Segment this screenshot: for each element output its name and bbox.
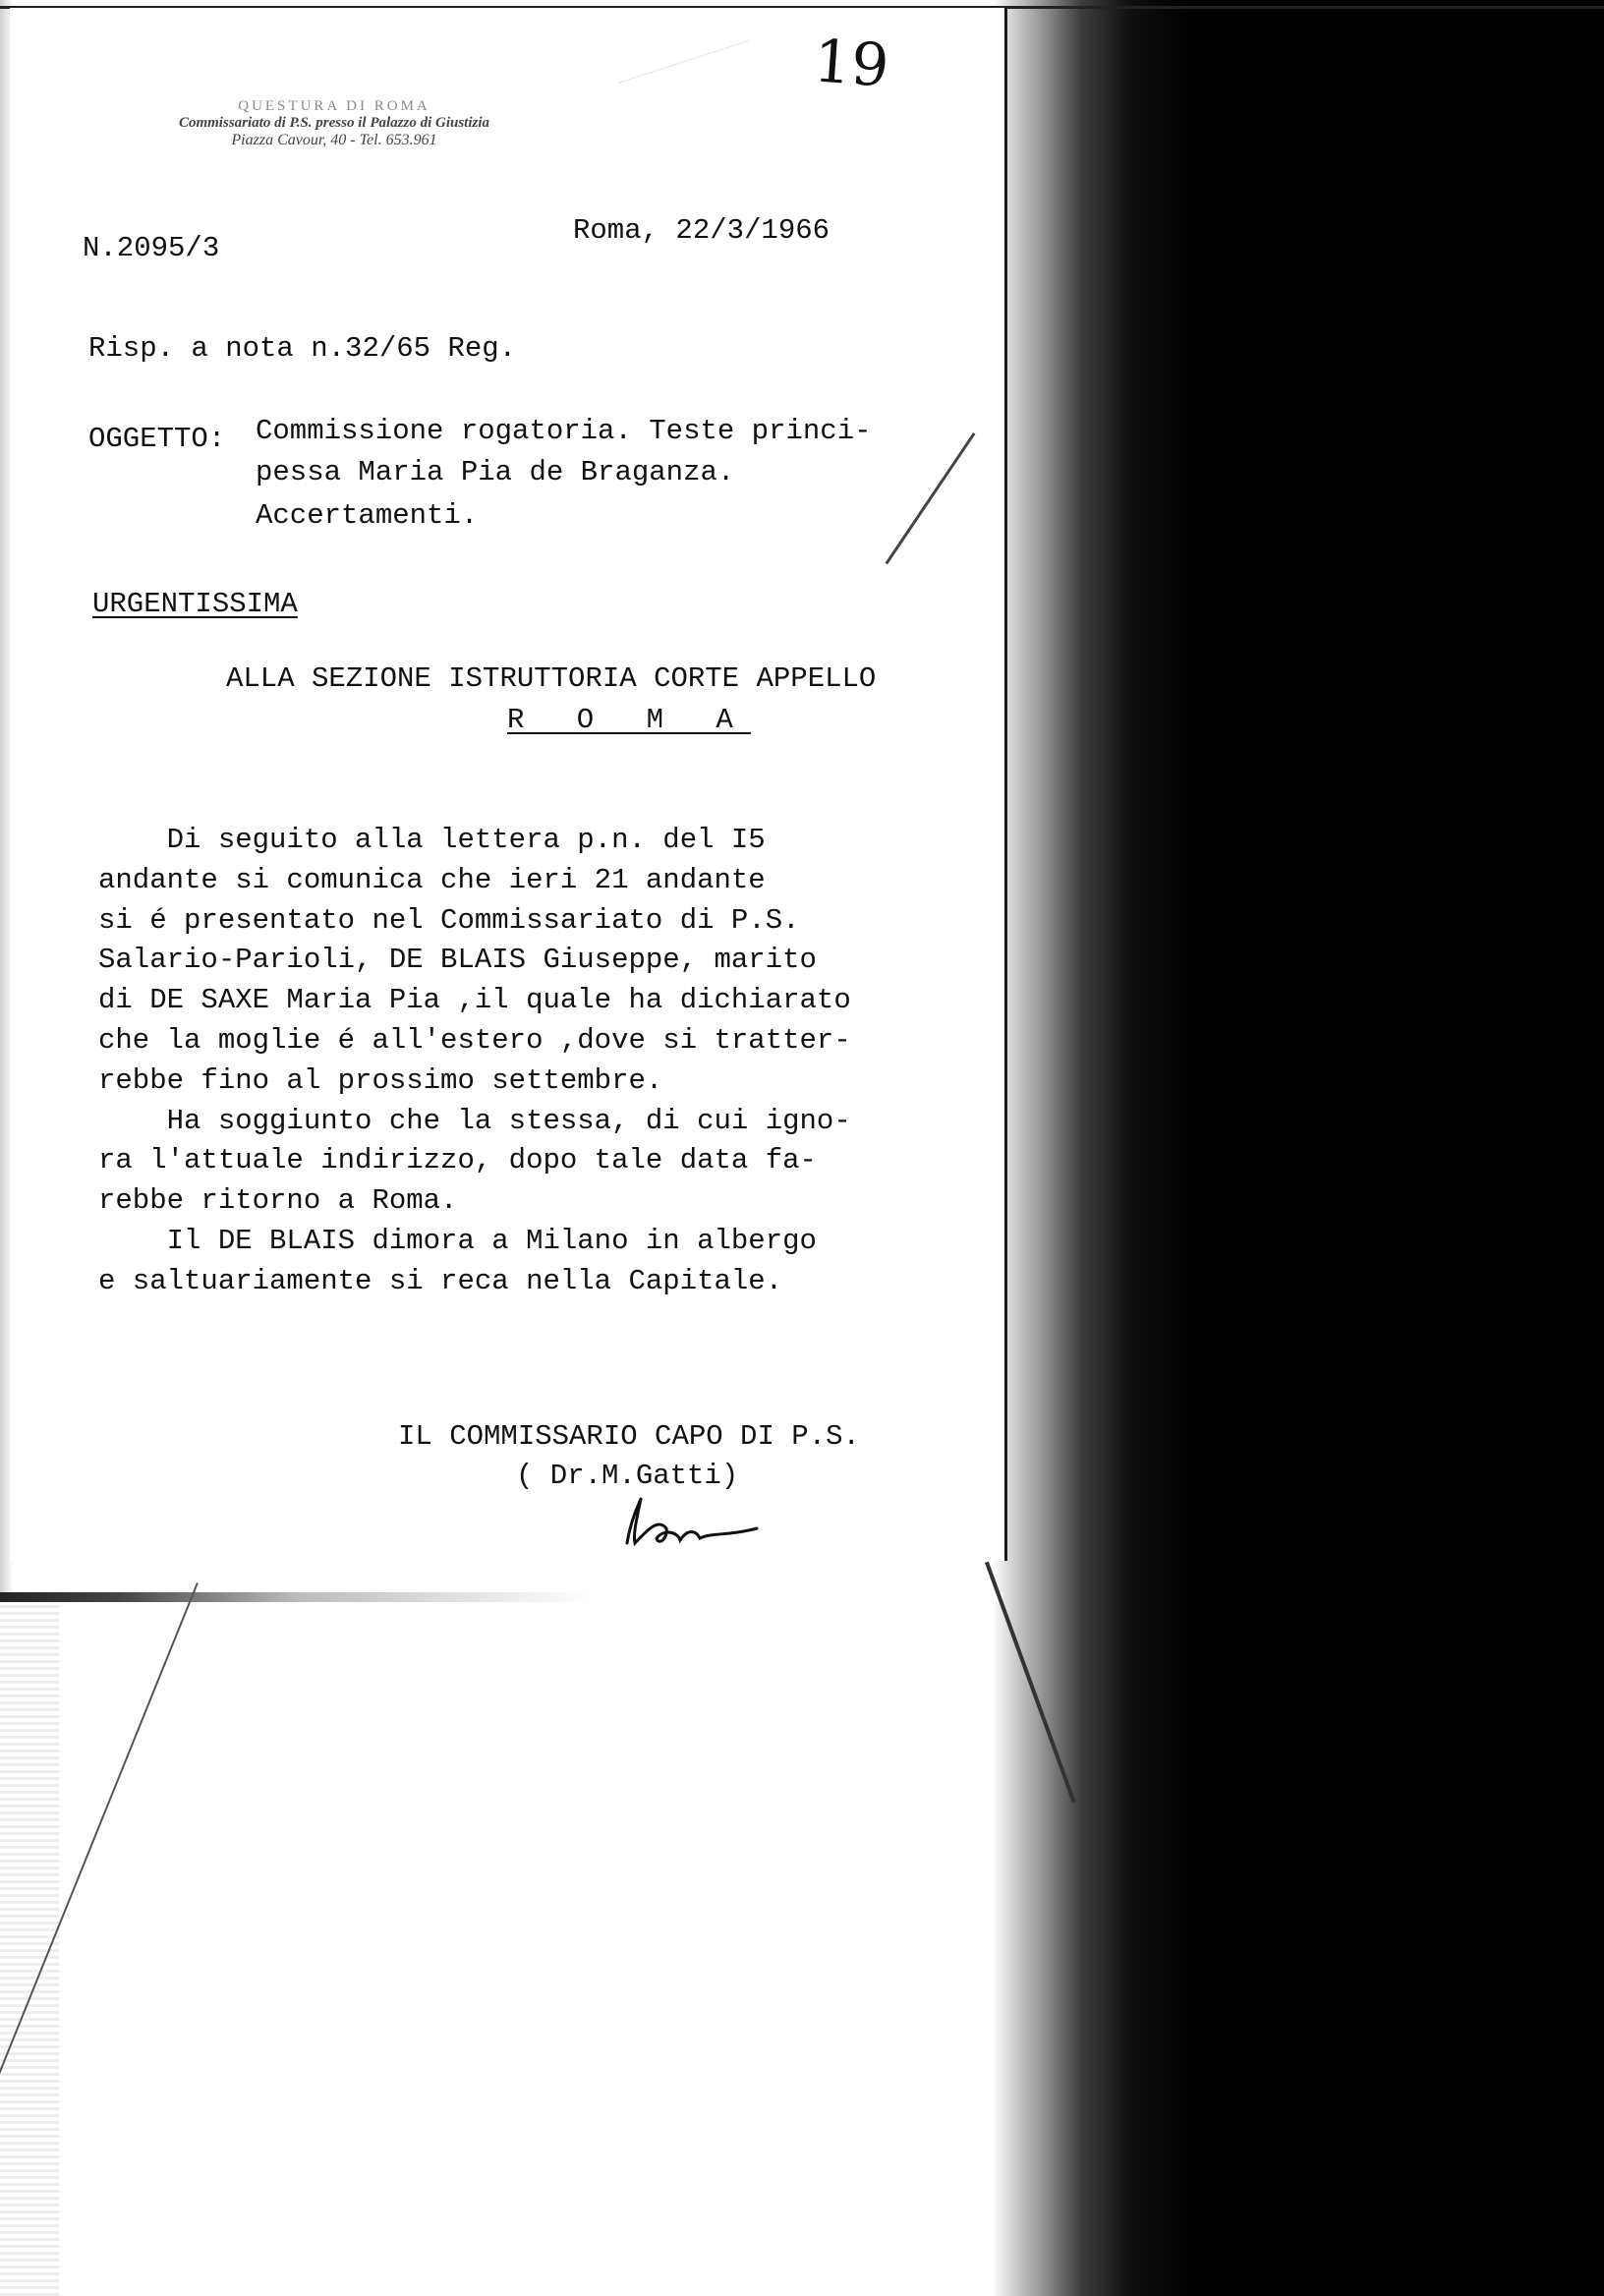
signatory-title: IL COMMISSARIO CAPO DI P.S. — [398, 1420, 860, 1453]
scan-lower-band — [0, 1592, 1002, 1602]
body-line: Salario-Parioli, DE BLAIS Giuseppe, marito — [98, 944, 817, 976]
body-line: rebbe fino al prossimo settembre. — [98, 1064, 663, 1097]
recipient-line: ALLA SEZIONE ISTRUTTORIA CORTE APPELLO — [226, 662, 877, 695]
subject-label: OGGETTO: — [88, 423, 226, 455]
body-line: rebbe ritorno a Roma. — [98, 1184, 458, 1217]
body-line: Ha soggiunto che la stessa, di cui igno- — [98, 1105, 851, 1137]
scan-dark-margin — [993, 0, 1604, 2296]
place-date: Roma, 22/3/1966 — [573, 214, 831, 247]
letterhead-line-3: Piazza Cavour, 40 - Tel. 653.961 — [231, 132, 437, 148]
subject-line-2: pessa Maria Pia de Braganza. — [256, 456, 735, 488]
letterhead-line-2: Commissariato di P.S. presso il Palazzo di Giustizia — [178, 115, 490, 131]
body-line: ra l'attuale indirizzo, dopo tale data fa- — [98, 1144, 817, 1177]
signatory-name: ( Dr.M.Gatti) — [516, 1460, 739, 1492]
urgency-label: URGENTISSIMA — [92, 588, 298, 620]
body-line: e saltuariamente si reca nella Capitale. — [98, 1265, 783, 1297]
handwritten-signature — [619, 1489, 796, 1558]
body-line: Il DE BLAIS dimora a Milano in albergo — [98, 1225, 817, 1257]
body-line: che la moglie é all'estero ,dove si tratter- — [98, 1024, 851, 1057]
body-line: si é presentato nel Commissariato di P.S. — [98, 904, 800, 937]
reply-reference: Risp. a nota n.32/65 Reg. — [88, 332, 517, 365]
subject-line-1: Commissione rogatoria. Teste princi- — [256, 415, 872, 447]
subject-line-3: Accertamenti. — [256, 499, 479, 532]
body-line: di DE SAXE Maria Pia ,il quale ha dichiarato — [98, 984, 851, 1016]
body-line: Di seguito alla lettera p.n. del I5 — [98, 824, 766, 856]
page-number: 19 — [811, 27, 891, 101]
protocol-number: N.2095/3 — [83, 232, 220, 264]
recipient-city: R O M A — [507, 704, 751, 736]
body-line: andante si comunica che ieri 21 andante — [98, 864, 766, 896]
letterhead-line-1: QUESTURA DI ROMA — [238, 98, 430, 114]
letterhead-stamp — [118, 98, 550, 149]
